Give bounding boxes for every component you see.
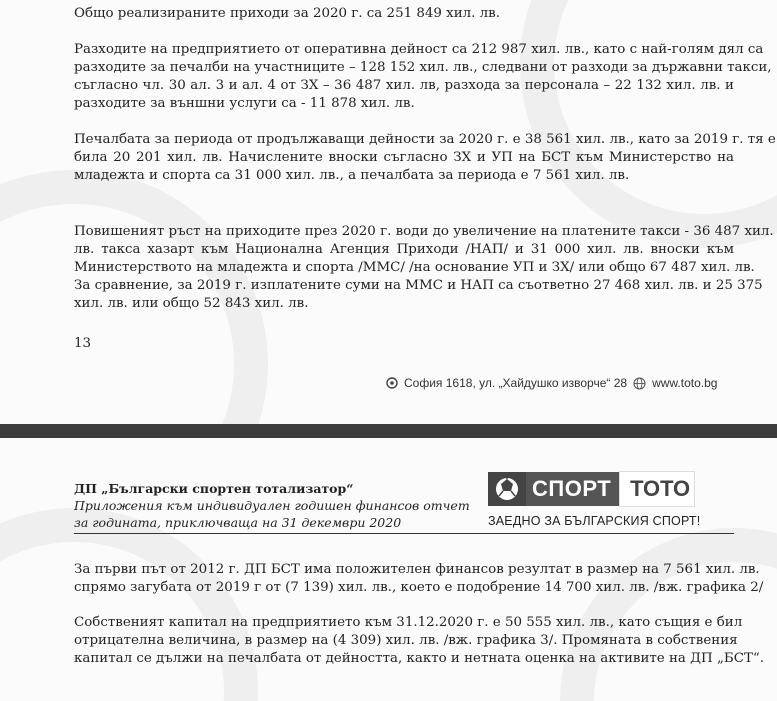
paragraph-equity — [74, 614, 764, 668]
report-period: за годината, приключваща на 31 декември 2020 — [74, 515, 402, 530]
page-number: 13 — [74, 336, 92, 351]
text-line: разходите за външни услуги са - 11 878 хил. лв. — [74, 96, 415, 111]
text-line: За първи път от 2012 г. ДП БСТ има положителен финансов резултат в размер на 7 561 хил. лв. — [74, 562, 760, 577]
text-line: разходите за печалби на участниците – 128 152 хил. лв., следвани от разходи за държавни такси, — [74, 60, 772, 75]
text-line: младежта и спорта са 31 000 хил. лв., а печалбата за периода е 7 561 хил. лв. — [74, 168, 630, 183]
footer-address: София 1618, ул. „Хайдушко изворче“ 28 — [404, 376, 628, 390]
sport-toto-logo — [488, 472, 732, 528]
logo-word-sport: СПОРТ — [526, 472, 619, 506]
ball-icon — [488, 472, 526, 506]
report-subtitle: Приложения към индивидуален годишен финансов отчет — [74, 498, 470, 513]
paragraph-total-revenue — [74, 5, 734, 23]
logo-word-toto: ТОТО — [619, 471, 695, 507]
paragraph-revenue-growth — [74, 223, 774, 313]
paragraph-operating-expenses — [74, 41, 772, 113]
text-line: За сравнение, за 2019 г. изплатените суми на ММС и НАП са съответно 27 468 хил. лв. и 25 375 — [74, 278, 763, 293]
text-line: Разходите на предприятието от оперативна дейност са 212 987 хил. лв., като с най-голям дял са — [74, 42, 764, 57]
text-line: Общо реализираните приходи за 2020 г. са 251 849 хил. лв. — [74, 6, 500, 21]
text-line: Печалбата за периода от продължаващи дейности за 2020 г. е 38 561 хил. лв., като за 2019 г. тя е — [74, 132, 776, 147]
text-line: отрицателна величина, в размер на (4 309) хил. лв. /вж. графика 3/. Промяната в собствения — [74, 633, 738, 648]
text-line: Министерството на младежта и спорта /ММС/ /на основание УП и ЗХ/ или общо 67 487 хил. лв. — [74, 260, 755, 275]
watermark-circle — [0, 508, 258, 701]
text-line: лв. такса хазарт към Национална Агенция Приходи /НАП/ и 31 000 хил. лв. вноски към — [74, 242, 734, 257]
text-line: капитал се дължи на печалбата от дейността, както и нетната оценка на активите на ДП „БСТ“. — [74, 651, 764, 666]
watermark-circle — [520, 0, 777, 248]
text-line: Повишеният ръст на приходите през 2020 г. води до увеличение на платените такси - 36 487 хил. — [74, 224, 774, 239]
logo-bar — [488, 472, 732, 506]
text-line: спрямо загубата от 2019 г от (7 139) хил. лв., което е подобрение 14 700 хил. лв. /вж. графика 2/ — [74, 580, 764, 595]
paragraph-profit — [74, 131, 776, 185]
report-header — [74, 480, 470, 531]
footer-website[interactable]: www.toto.bg — [652, 376, 718, 390]
text-line: съгласно чл. 30 ал. 3 и ал. 4 от ЗХ – 36 487 хил. лв, разхода за персонала – 22 132 хил. лв. и — [74, 78, 734, 93]
text-line: била 20 201 хил. лв. Начислените вноски съгласно ЗХ и УП на БСТ към Министерство на — [74, 150, 734, 165]
paragraph-financial-result — [74, 561, 764, 597]
text-line: Собственият капитал на предприятието към 31.12.2020 г. е 50 555 хил. лв., като същия е бил — [74, 615, 743, 630]
header-underline — [74, 533, 734, 534]
logo-tagline: ЗАЕДНО ЗА БЪЛГАРСКИЯ СПОРТ! — [488, 514, 701, 528]
document-page-14 — [0, 438, 777, 701]
page-separator — [0, 424, 777, 438]
globe-icon — [633, 377, 646, 390]
location-pin-icon — [386, 377, 398, 389]
company-title: ДП „Български спортен тотализатор“ — [74, 481, 354, 496]
text-line: хил. лв. или общо 52 843 хил. лв. — [74, 296, 309, 311]
footer-contact — [386, 376, 717, 390]
